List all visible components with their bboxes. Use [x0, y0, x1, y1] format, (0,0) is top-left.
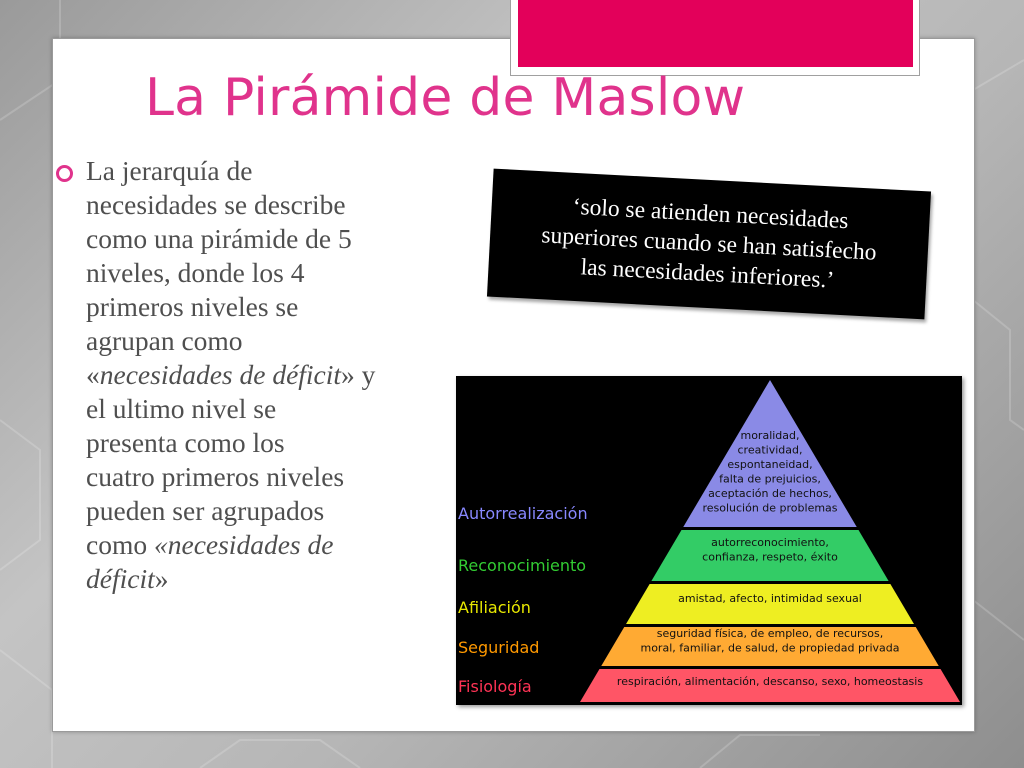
body-line-emphasis: [86, 358, 436, 392]
pyramid-level-label: Autorrealización: [458, 504, 588, 523]
pyramid-level-description: autorreconocimiento,: [711, 536, 829, 549]
body-line: cuatro primeros niveles: [86, 461, 345, 492]
pyramid-level-description: seguridad física, de empleo, de recursos,: [656, 627, 884, 640]
pyramid-level-label: Afiliación: [458, 598, 531, 617]
body-line: necesidades se describe: [86, 189, 346, 220]
emphasis-text: necesidades de: [167, 529, 334, 560]
pyramid-level-description: confianza, respeto, éxito: [702, 550, 838, 564]
guillemet-open: «: [153, 529, 168, 560]
pyramid-level-description: amistad, afecto, intimidad sexual: [678, 592, 862, 605]
body-line: el ultimo nivel se: [86, 393, 277, 424]
body-line: agrupan como: [86, 325, 243, 356]
pyramid-level-description: moral, familiar, de salud, de propiedad privada: [640, 641, 900, 655]
bullet-ring-icon: [56, 165, 73, 182]
body-line: como una pirámide de 5: [86, 223, 352, 254]
body-line: presenta como los: [86, 427, 285, 458]
quote-box: [487, 169, 931, 320]
pyramid-level-description: falta de prejuicios,: [719, 472, 821, 486]
emphasis-text: déficit: [86, 563, 155, 594]
body-line-emphasis: [86, 562, 436, 596]
guillemet-close: »: [154, 563, 169, 594]
body-line: niveles, donde los 4: [86, 257, 305, 288]
emphasis-text: necesidades de déficit: [99, 359, 342, 390]
pyramid-level-description: moralidad,: [740, 429, 800, 442]
guillemet-open: «: [86, 359, 100, 390]
line-prefix: como: [86, 529, 154, 560]
slide-title: La Pirámide de Maslow: [145, 68, 746, 128]
quote-line: superiores cuando se han satisfecho: [540, 222, 878, 266]
pyramid-level-label: Reconocimiento: [458, 556, 587, 575]
body-line: primeros niveles se: [86, 291, 299, 322]
accent-bar: [518, 0, 913, 67]
guillemet-close: » y: [341, 359, 376, 390]
pyramid-level-description: resolución de problemas: [702, 501, 838, 515]
body-line: La jerarquía de: [86, 155, 253, 186]
body-line-emphasis: [86, 528, 436, 562]
body-paragraph: [86, 154, 436, 596]
quote-line: las necesidades inferiores.’: [580, 254, 835, 294]
maslow-pyramid-image: [456, 376, 962, 705]
pyramid-level-label: Seguridad: [458, 638, 540, 657]
quote-line: ‘solo se atienden necesidades: [572, 193, 850, 235]
pyramid-level-description: creatividad,: [737, 443, 803, 457]
body-line: pueden ser agrupados: [86, 495, 325, 526]
pyramid-diagram: [456, 376, 962, 705]
pyramid-level-description: respiración, alimentación, descanso, sexo, homeostasis: [616, 675, 924, 688]
pyramid-level-description: espontaneidad,: [727, 458, 813, 471]
pyramid-level-label: Fisiología: [458, 677, 532, 696]
pyramid-level-description: aceptación de hechos,: [708, 487, 832, 500]
